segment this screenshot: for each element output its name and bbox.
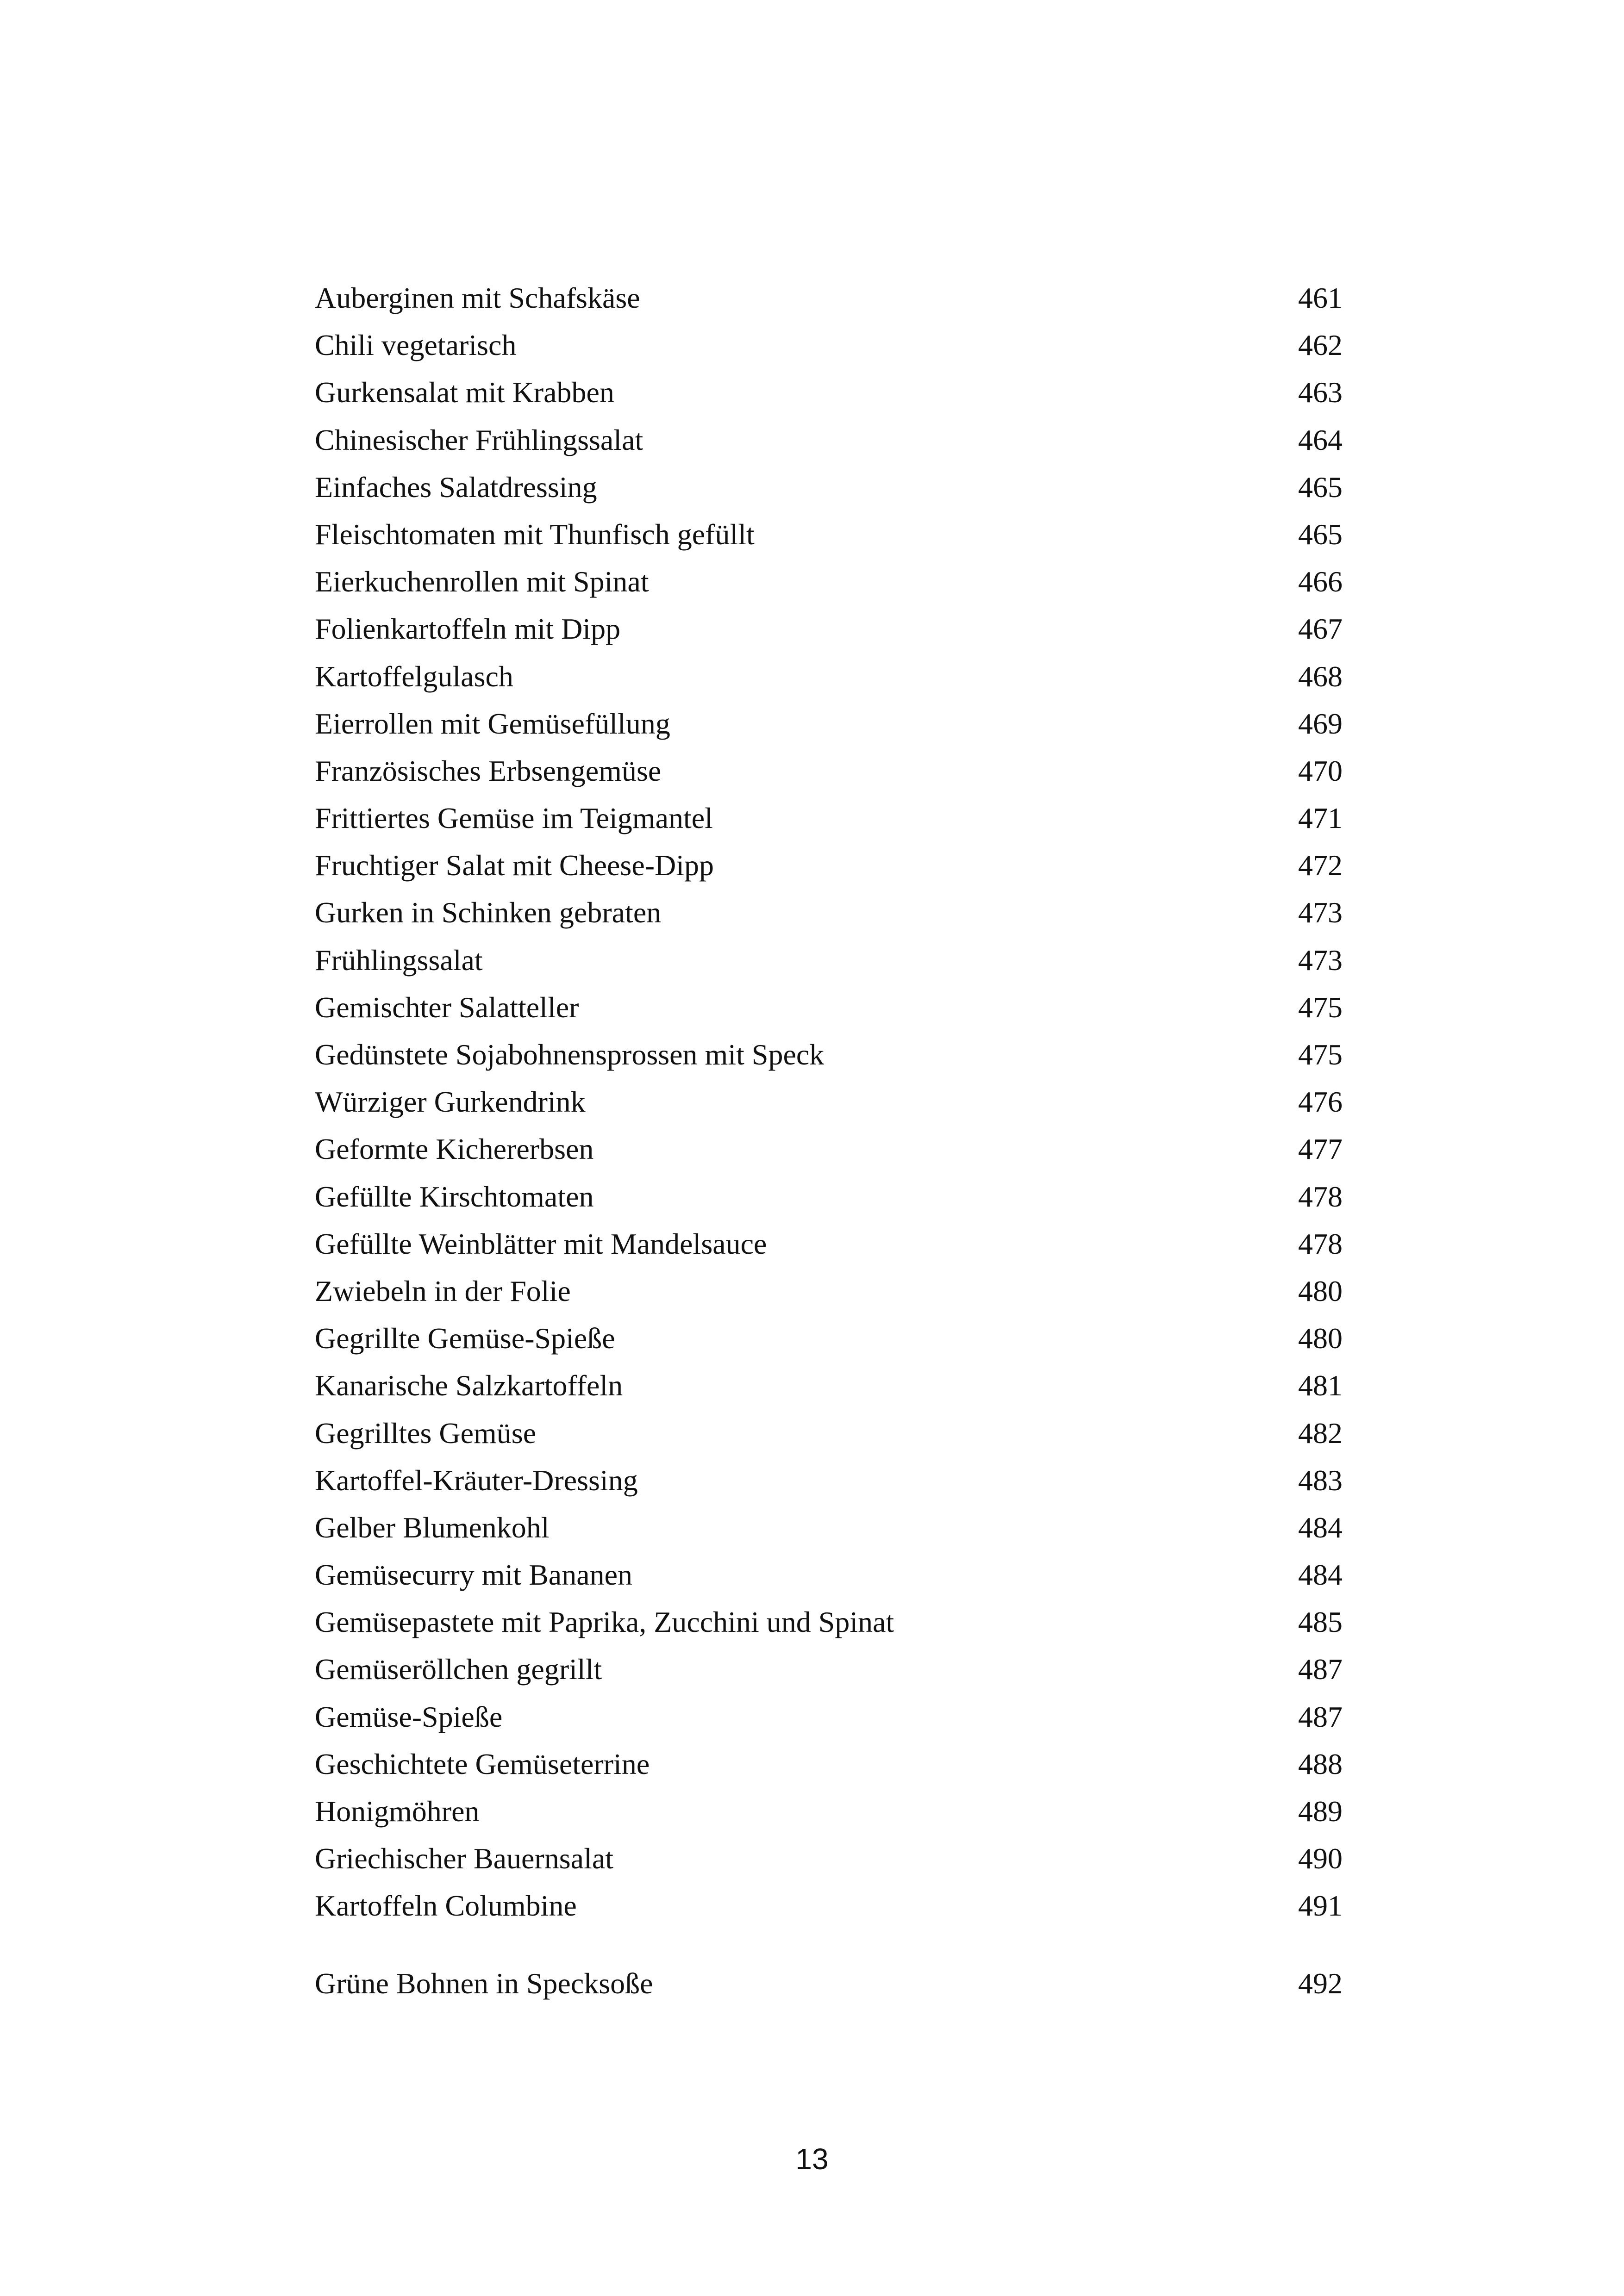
toc-entry	[315, 1173, 1343, 1220]
toc-entry-page: 461	[1298, 281, 1343, 314]
toc-entry-title: Gemüsepastete mit Paprika, Zucchini und Spinat	[315, 1605, 894, 1639]
toc-entry-title: Auberginen mit Schafskäse	[315, 281, 640, 314]
toc-entry-title: Kartoffel-Kräuter-Dressing	[315, 1463, 638, 1497]
page-number: 13	[795, 2142, 829, 2176]
toc-entry-page: 478	[1298, 1227, 1343, 1260]
toc-entry	[315, 1315, 1343, 1362]
toc-entry-title: Kartoffelgulasch	[315, 660, 513, 693]
toc-entry-page: 487	[1298, 1653, 1343, 1686]
toc-entry-page: 485	[1298, 1605, 1343, 1639]
toc-entry-title: Chinesischer Frühlingssalat	[315, 423, 643, 456]
toc-entry-page: 473	[1298, 943, 1343, 977]
toc-entry	[315, 937, 1343, 984]
toc-entry	[315, 1882, 1343, 1929]
toc-entry	[315, 795, 1343, 842]
toc-entry-page: 470	[1298, 754, 1343, 787]
toc-entry	[315, 1220, 1343, 1268]
toc-entry-title: Folienkartoffeln mit Dipp	[315, 612, 621, 646]
toc-entry-title: Frittiertes Gemüse im Teigmantel	[315, 802, 713, 835]
toc-entry-title: Gemüse-Spieße	[315, 1700, 503, 1733]
toc-entry-title: Fruchtiger Salat mit Cheese-Dipp	[315, 849, 714, 882]
toc-entry	[315, 1788, 1343, 1835]
toc-entry-title: Einfaches Salatdressing	[315, 470, 597, 504]
toc-entry-page: 462	[1298, 329, 1343, 362]
toc-entry-page: 492	[1298, 1966, 1343, 2000]
toc-entry-title: Honigmöhren	[315, 1795, 480, 1828]
toc-entry-page: 488	[1298, 1747, 1343, 1780]
toc-entry-title: Eierrollen mit Gemüsefüllung	[315, 707, 670, 740]
toc-entry-page: 476	[1298, 1085, 1343, 1119]
toc-entry	[315, 369, 1343, 416]
toc-entry	[315, 605, 1343, 653]
toc-entry-page: 465	[1298, 470, 1343, 504]
toc-entry	[315, 1741, 1343, 1788]
toc-entry-page: 491	[1298, 1889, 1343, 1923]
toc-entry-title: Gelber Blumenkohl	[315, 1511, 550, 1544]
toc-entry	[315, 1126, 1343, 1173]
toc-entry-page: 464	[1298, 423, 1343, 456]
toc-entry-page: 465	[1298, 517, 1343, 551]
toc-entry	[315, 1078, 1343, 1126]
toc-entry-title: Kartoffeln Columbine	[315, 1889, 577, 1923]
toc-entry	[315, 1031, 1343, 1078]
toc-entry-title: Gemischter Salatteller	[315, 990, 579, 1024]
toc-entry-title: Gurken in Schinken gebraten	[315, 896, 662, 929]
toc-entry	[315, 1410, 1343, 1457]
toc-entry	[315, 1960, 1343, 2007]
toc-entry-title: Geschichtete Gemüseterrine	[315, 1747, 650, 1780]
toc-entry-title: Gemüsecurry mit Bananen	[315, 1558, 632, 1592]
toc-entry-title: Zwiebeln in der Folie	[315, 1274, 571, 1307]
toc-entry-page: 466	[1298, 565, 1343, 598]
toc-entry-page: 480	[1298, 1322, 1343, 1355]
table-of-contents	[315, 274, 1343, 2007]
toc-entry-title: Geformte Kichererbsen	[315, 1132, 594, 1166]
toc-entry	[315, 1457, 1343, 1504]
toc-entry-page: 490	[1298, 1842, 1343, 1875]
toc-entry-title: Gemüseröllchen gegrillt	[315, 1653, 602, 1686]
toc-entry-title: Gegrilltes Gemüse	[315, 1416, 537, 1450]
toc-entry	[315, 511, 1343, 558]
toc-entry-title: Frühlingssalat	[315, 943, 483, 977]
toc-entry-title: Fleischtomaten mit Thunfisch gefüllt	[315, 517, 755, 551]
toc-entry-page: 473	[1298, 896, 1343, 929]
toc-entry-title: Würziger Gurkendrink	[315, 1085, 586, 1119]
toc-entry-title: Griechischer Bauernsalat	[315, 1842, 614, 1875]
toc-entry	[315, 417, 1343, 464]
toc-entry	[315, 274, 1343, 322]
toc-entry-page: 467	[1298, 612, 1343, 646]
toc-entry-page: 468	[1298, 660, 1343, 693]
toc-entry-page: 480	[1298, 1274, 1343, 1307]
toc-entry-page: 484	[1298, 1558, 1343, 1592]
toc-entry-page: 481	[1298, 1369, 1343, 1402]
toc-entry	[315, 747, 1343, 795]
toc-entry	[315, 322, 1343, 369]
toc-entry	[315, 1835, 1343, 1882]
toc-entry-title: Französisches Erbsengemüse	[315, 754, 662, 787]
toc-entry	[315, 1268, 1343, 1315]
toc-entry-page: 487	[1298, 1700, 1343, 1733]
toc-entry	[315, 1504, 1343, 1551]
toc-entry	[315, 984, 1343, 1031]
toc-entry	[315, 1599, 1343, 1646]
toc-entry	[315, 464, 1343, 511]
toc-entry-page: 469	[1298, 707, 1343, 740]
toc-entry-title: Gefüllte Kirschtomaten	[315, 1180, 594, 1213]
toc-entry-page: 471	[1298, 802, 1343, 835]
toc-entry-page: 482	[1298, 1416, 1343, 1450]
toc-entry-page: 483	[1298, 1463, 1343, 1497]
toc-entry-page: 475	[1298, 1038, 1343, 1071]
toc-entry	[315, 653, 1343, 700]
toc-entry-page: 477	[1298, 1132, 1343, 1166]
toc-entry	[315, 1646, 1343, 1693]
toc-entry-page: 463	[1298, 376, 1343, 409]
toc-entry-title: Eierkuchenrollen mit Spinat	[315, 565, 649, 598]
toc-entry	[315, 842, 1343, 889]
toc-entry-title: Gegrillte Gemüse-Spieße	[315, 1322, 615, 1355]
toc-entry-title: Gefüllte Weinblätter mit Mandelsauce	[315, 1227, 767, 1260]
toc-entry-title: Kanarische Salzkartoffeln	[315, 1369, 623, 1402]
toc-entry-title: Chili vegetarisch	[315, 329, 517, 362]
toc-entry-title: Grüne Bohnen in Specksoße	[315, 1966, 653, 2000]
toc-entry-page: 484	[1298, 1511, 1343, 1544]
toc-entry-page: 489	[1298, 1795, 1343, 1828]
toc-entry-page: 475	[1298, 990, 1343, 1024]
toc-entry	[315, 1551, 1343, 1599]
toc-entry	[315, 889, 1343, 936]
toc-entry	[315, 1693, 1343, 1741]
toc-entry	[315, 558, 1343, 605]
toc-entry	[315, 1362, 1343, 1409]
toc-entry-title: Gurkensalat mit Krabben	[315, 376, 614, 409]
toc-entry-page: 472	[1298, 849, 1343, 882]
toc-entry	[315, 700, 1343, 747]
toc-entry-title: Gedünstete Sojabohnensprossen mit Speck	[315, 1038, 824, 1071]
toc-entry-page: 478	[1298, 1180, 1343, 1213]
